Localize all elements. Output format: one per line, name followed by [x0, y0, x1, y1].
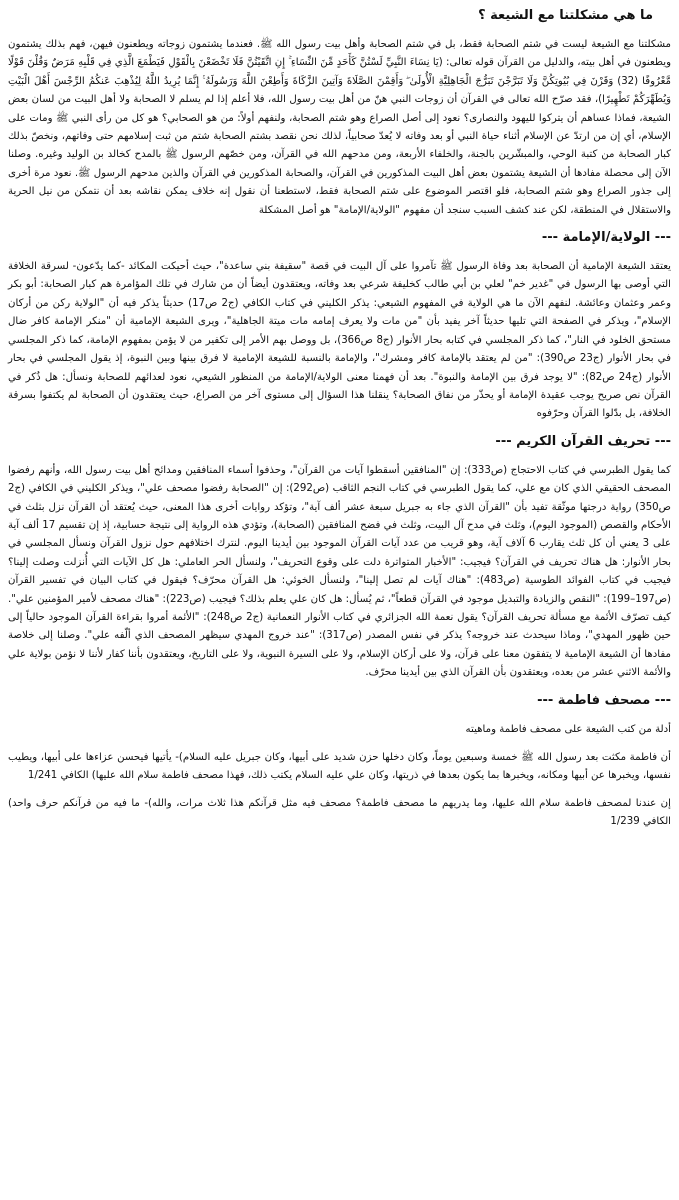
mushaf-quote-2: إن عندنا لمصحف فاطمة سلام الله عليها، وما يدريهم ما مصحف فاطمة؟ مصحف فيه مثل قرآنكم هذا ثلاث مرات، والله)- ما فيه من قرآنكم حرف واحد) الكافي 1/239 [8, 797, 671, 827]
page-title: ما هي مشكلتنا مع الشيعة ؟ [478, 8, 653, 23]
mushaf-subheading: أدلة من كتب الشيعة على مصحف فاطمة وماهيته [465, 723, 671, 735]
wilaya-paragraph: يعتقد الشيعة الإمامية أن الصحابة بعد وفاة الرسول ﷺ تآمروا على آل البيت في قصة "سقيفة بني ساعدة"، حيث أحيكت المكائد -كما يدّعون- لسرقة الخلافة التي أوصى بها الرسول في "غدير خم" لعلي بن أبي طالب كخليفة شرعي بعد وفاته، ويعتقدون أيضاً أن من شارك في تلك المؤامرة هم كبار الصحابة: أبو بكر وعمر وعثمان وعائشة. لنفهم الآن ما هي الولاية في المفهوم الشيعي: يذكر الكليني في كتاب الكافي (ج2 ص17) حديثاً يذكر فيه أن "الولاية ركن من أركان الإسلام"، ويذكر في الصفحة التي تليها حديثاً آخر يفيد بأن "من مات ولا يعرف إمامه مات ميتة الجاهلية"، ويرى الشيعة الإمامية أن "منكر الإمامة كافر ضال مستحق الخلود في النار"، كما ذكر المجلسي في كتابه بحار الأنوار (ج8 ص366)، بل ووصل بهم الأمر إلى تكفير من لا يؤمن بمفهوم الإمامة، كما ذكر المجلسي في بحار الأنوار (ج23 ص390): "من لم يعتقد بالإمامة كافر ومشرك"، والإمامة بالنسبة للشيعة الإمامية لا فرق بينها وبين النبوة، إذ يقول المجلسي في بحار الأنوار (ج24 ص82): "لا يوجد فرق بين الإمامة والنبوة". بعد أن فهمنا معنى الولاية/الإمامة من المنظور الشيعي، نعود لعدائهم للصحابة ونسأل: هل ذُكر في القرآن نص صريح يوجب عقيدة الإمامة أو يحذّر من نفاق الصحابة؟ ينقلنا هذا السؤال إلى مستوى آخر من الصراع، حيث يعتقدون أن الصحابة لم يكتفوا بسرقة الخلافة، بل بدّلوا القرآن وحرّفوه [8, 261, 672, 420]
intro-paragraph: مشكلتنا مع الشيعة ليست في شتم الصحابة فقط، بل في شتم الصحابة وأهل بيت رسول الله ﷺ. فعندما يشتمون زوجاته ويطعنون فيهن، فهم بذلك يشتمون ويطعنون في أهل بيته، والدليل من القرآن قوله تعالى: (يَا نِسَاءَ النَّبِيِّ لَسْتُنَّ كَأَحَدٍ مِّنَ النِّسَاءِ ۚ إِنِ اتَّقَيْتُنَّ فَلَا تَخْضَعْنَ بِالْقَوْلِ فَيَطْمَعَ الَّذِي فِي قَلْبِهِ مَرَضٌ وَقُلْنَ قَوْلًا مَّعْرُوفًا (32) وَقَرْنَ فِي بُيُوتِكُنَّ وَلَا تَبَرَّجْنَ تَبَرُّجَ الْجَاهِلِيَّةِ الْأُولَىٰ ۖ وَأَقِمْنَ الصَّلَاةَ وَآتِينَ الزَّكَاةَ وَأَطِعْنَ اللَّهَ وَرَسُولَهُ ۚ إِنَّمَا يُرِيدُ اللَّهُ لِيُذْهِبَ عَنكُمُ الرِّجْسَ أَهْلَ الْبَيْتِ وَيُطَهِّرَكُمْ تَطْهِيرًا)، فقد صرّح الله تعالى في القرآن أن زوجات النبي هنّ من أهل بيت رسول الله، فلا أعلم إذا لم يسلم لا الصحابة ولا أهل البيت من لسان بعض الشيعة، فماذا عساهم أن يتركوا لليهود والنصارى؟ نعود إلى أصل الصراع وهو شتم الصحابة، ولنفهم أولاً: من هو الصحابي؟ هو كل من رأى النبي ﷺ ومات على الإسلام، أي إن من ارتدّ عن الإسلام أثناء حياة النبي أو بعد وفاته لا يُعدّ صحابياً، لذلك نحن نقصد بشتم الصحابة شتم من ثبت إسلامهم حتى وفاتهم، ونخصّ بذلك كبار الصحابة من كتبة الوحي، والمبشّرين بالجنة، والخلفاء الأربعة، ومن مدحهم الله في القرآن، ومن خصّهم الرسول ﷺ بالمدح كخالد بن الوليد وغيره. وصلنا الآن إلى محصلة مفادها أن الشيعة يشتمون بعض أهل البيت المذكورين في القرآن، والصحابة المذكورين في القرآن والذين مدحهم الرسول ﷺ. نعود مرة أخرى إلى جذور الصراع وهو شتم الصحابة، فلو اقتصر الموضوع على شتم الصحابة فقط، لاستطعنا أن نقول إنه خلاف يمكن نقاشه بعد أن نتمكن من نيل الحرية والاستقلال في المنطقة، لكن عند كشف السبب سنجد أن مفهوم "الولاية/الإمامة" هو أصل المشكلة [8, 39, 671, 216]
section-heading-mushaf: --- مصحف فاطمة --- [537, 692, 671, 708]
section-heading-tahreef: --- تحريف القرآن الكريم --- [495, 433, 671, 449]
mushaf-quote-1: أن فاطمة مكثت بعد رسول الله ﷺ خمسة وسبعين يوماً، وكان دخلها حزن شديد على أبيها، وكان جبريل عليه السلام)- يأتيها فيحسن عزاءها على أبيها، ويطيب نفسها، ويخبرها عن أبيها ومكانه، ويخبرها بما يكون بعدها في ذريتها، وكان علي عليه السلام يكتب ذلك، فهذا مصحف فاطمة سلام الله عليها) الكافي 1/241 [8, 751, 671, 781]
tahreef-paragraph: كما يقول الطبرسي في كتاب الاحتجاج (ص333): إن "المنافقين أسقطوا آيات من القرآن"، وحذفوا أسماء المنافقين ومدائح أهل بيت رسول الله، وأنهم رفضوا المصحف الحقيقي الذي كان مع علي، كما يقول الطبرسي في كتاب النجم الثاقب (ص292): إن "الصحابة رفضوا مصحف علي"، ويذكر الكليني في الكافي (ج2 ص350) رواية درجتها موثّقة تفيد بأن "القرآن الذي جاء به جبريل سبعة عشر ألف آية"، وتؤكد روايات أخرى هذا المعنى، حيث يُعتقد أن القرآن نزل بثلث في الأحكام والقصص (الموجود اليوم)، وثلث في مدح آل البيت، وثلث في فضح المنافقين (الصحابة)، وتؤدي هذه الرواية إلى نتيجة حسابية، إذ إن تقسيم 17 ألف آية على 3 يعني أن كل ثلث يقارب 6 آلاف آية، وهو قريب من عدد آيات القرآن الموجود بين أيدينا اليوم. لنترك اختلافهم حول نزول القرآن ونسأل المجلسي في بحار الأنوار: هل هناك تحريف في القرآن؟ فيجيب: "الأخبار المتواترة دلت على وقوع التحريف"، ولنسأل الحر العاملي: هل كل الآيات التي أُنزلت وصلت إلينا؟ فيجيب في كتاب الفوائد الطوسية (ص483): "هناك آيات لم تصل إلينا"، ولنسأل الخوئي: هل القرآن محرّف؟ فيقول في كتاب البيان في تفسير القرآن (ص197–199): "النقص والزيادة والتبديل موجود في القرآن قطعاً"، ثم يُسأل: هل كان علي يعلم بذلك؟ فيجيب (ص223): "هناك مصحف لأمير المؤمنين علي". كيف تصرّف الأئمة مع مسألة تحريف القرآن؟ يقول نعمة الله الجزائري في كتاب الأنوار النعمانية (ج2 ص248): "الأئمة أمروا بقراءة القرآن الموجود حالياً إلى حين ظهور المهدي"، وماذا سيحدث عند خروجه؟ يذكر في نفس المصدر (ص317): "عند خروج المهدي سيظهر المصحف الذي ألّفه علي". وصلنا إلى خلاصة مفادها أن الشيعة الإمامية لا يتفقون معنا على قرآن، ولا على أركان الإسلام، ولا على السيرة النبوية، ولا على التاريخ، ويعتقدون بأننا كفار لأننا لا نؤمن بولاية علي والأئمة الاثني عشر من بعده، ويعتقدون بأن القرآن الذي بين أيدينا محرّف. [8, 464, 672, 679]
section-heading-wilaya: --- الولاية/الإمامة --- [541, 230, 671, 246]
